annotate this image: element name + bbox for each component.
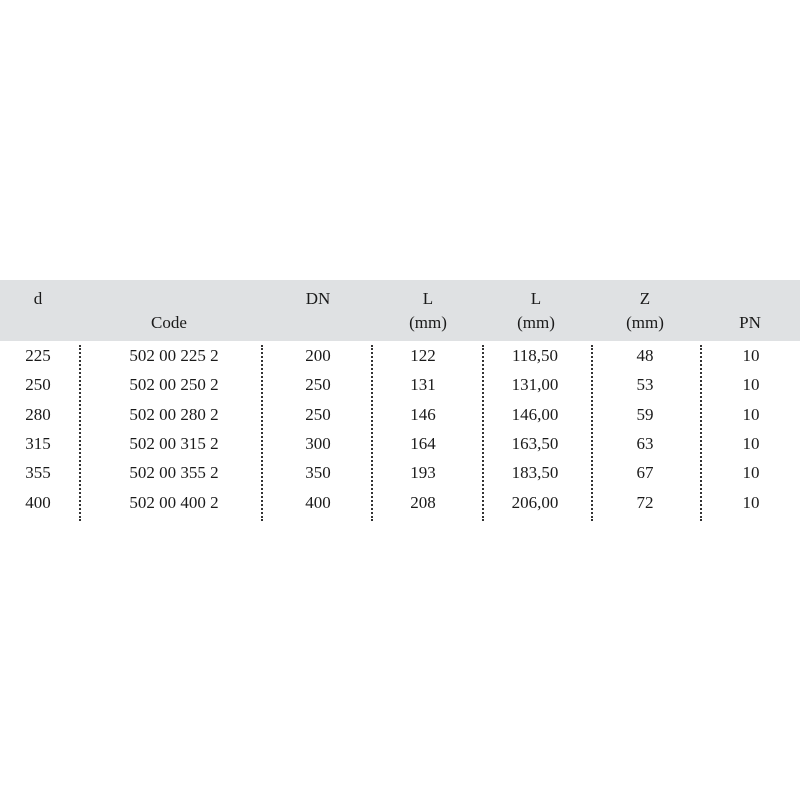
cell-code: 502 00 400 2 — [129, 492, 219, 512]
cell-code: 502 00 355 2 — [129, 463, 219, 483]
cell-z: 53 — [636, 375, 654, 395]
header-z-unit: (mm) — [626, 313, 664, 332]
cell-d: 400 — [25, 492, 51, 512]
spec-table — [0, 280, 800, 521]
cell-dn: 300 — [305, 433, 331, 453]
cell-l1: 164 — [410, 433, 436, 453]
table-row — [0, 429, 800, 459]
cell-pn: 10 — [742, 463, 760, 483]
header-l1: L — [422, 289, 434, 308]
table-header — [0, 280, 800, 341]
header-dn: DN — [305, 289, 331, 308]
cell-pn: 10 — [742, 433, 760, 453]
cell-d: 315 — [25, 433, 51, 453]
header-d: d — [33, 289, 43, 308]
cell-dn: 350 — [305, 463, 331, 483]
cell-l1: 193 — [410, 463, 436, 483]
cell-d: 355 — [25, 463, 51, 483]
cell-l2: 163,50 — [511, 433, 559, 453]
cell-l2: 206,00 — [511, 492, 559, 512]
cell-l2: 131,00 — [511, 375, 559, 395]
table-row — [0, 400, 800, 430]
cell-z: 59 — [636, 404, 654, 424]
cell-l2: 118,50 — [511, 346, 559, 365]
header-z: Z — [639, 289, 651, 308]
cell-dn: 250 — [305, 404, 331, 424]
cell-d: 250 — [25, 375, 51, 395]
header-l2-unit: (mm) — [517, 313, 555, 332]
cell-pn: 10 — [742, 375, 760, 395]
table-row — [0, 341, 800, 371]
cell-z: 48 — [636, 346, 654, 365]
cell-code: 502 00 280 2 — [129, 404, 219, 424]
table-row — [0, 488, 800, 518]
cell-l1: 208 — [410, 492, 436, 512]
cell-d: 280 — [25, 404, 51, 424]
cell-pn: 10 — [742, 404, 760, 424]
cell-pn: 10 — [742, 492, 760, 512]
header-pn: PN — [739, 313, 761, 332]
cell-dn: 200 — [305, 346, 331, 365]
cell-z: 67 — [636, 463, 654, 483]
cell-l2: 183,50 — [511, 463, 559, 483]
cell-pn: 10 — [742, 346, 760, 365]
cell-code: 502 00 250 2 — [129, 375, 219, 395]
cell-l1: 131 — [410, 375, 436, 395]
table-row — [0, 458, 800, 488]
cell-dn: 400 — [305, 492, 331, 512]
cell-z: 63 — [636, 433, 654, 453]
cell-l2: 146,00 — [511, 404, 559, 424]
cell-l1: 122 — [410, 346, 436, 365]
cell-z: 72 — [636, 492, 654, 512]
header-l2: L — [530, 289, 542, 308]
table-row — [0, 370, 800, 400]
cell-code: 502 00 315 2 — [129, 433, 219, 453]
cell-dn: 250 — [305, 375, 331, 395]
header-code: Code — [151, 313, 187, 332]
cell-l1: 146 — [410, 404, 436, 424]
cell-code: 502 00 225 2 — [129, 346, 219, 365]
table-body — [0, 341, 800, 521]
cell-d: 225 — [25, 346, 51, 365]
header-l1-unit: (mm) — [409, 313, 447, 332]
